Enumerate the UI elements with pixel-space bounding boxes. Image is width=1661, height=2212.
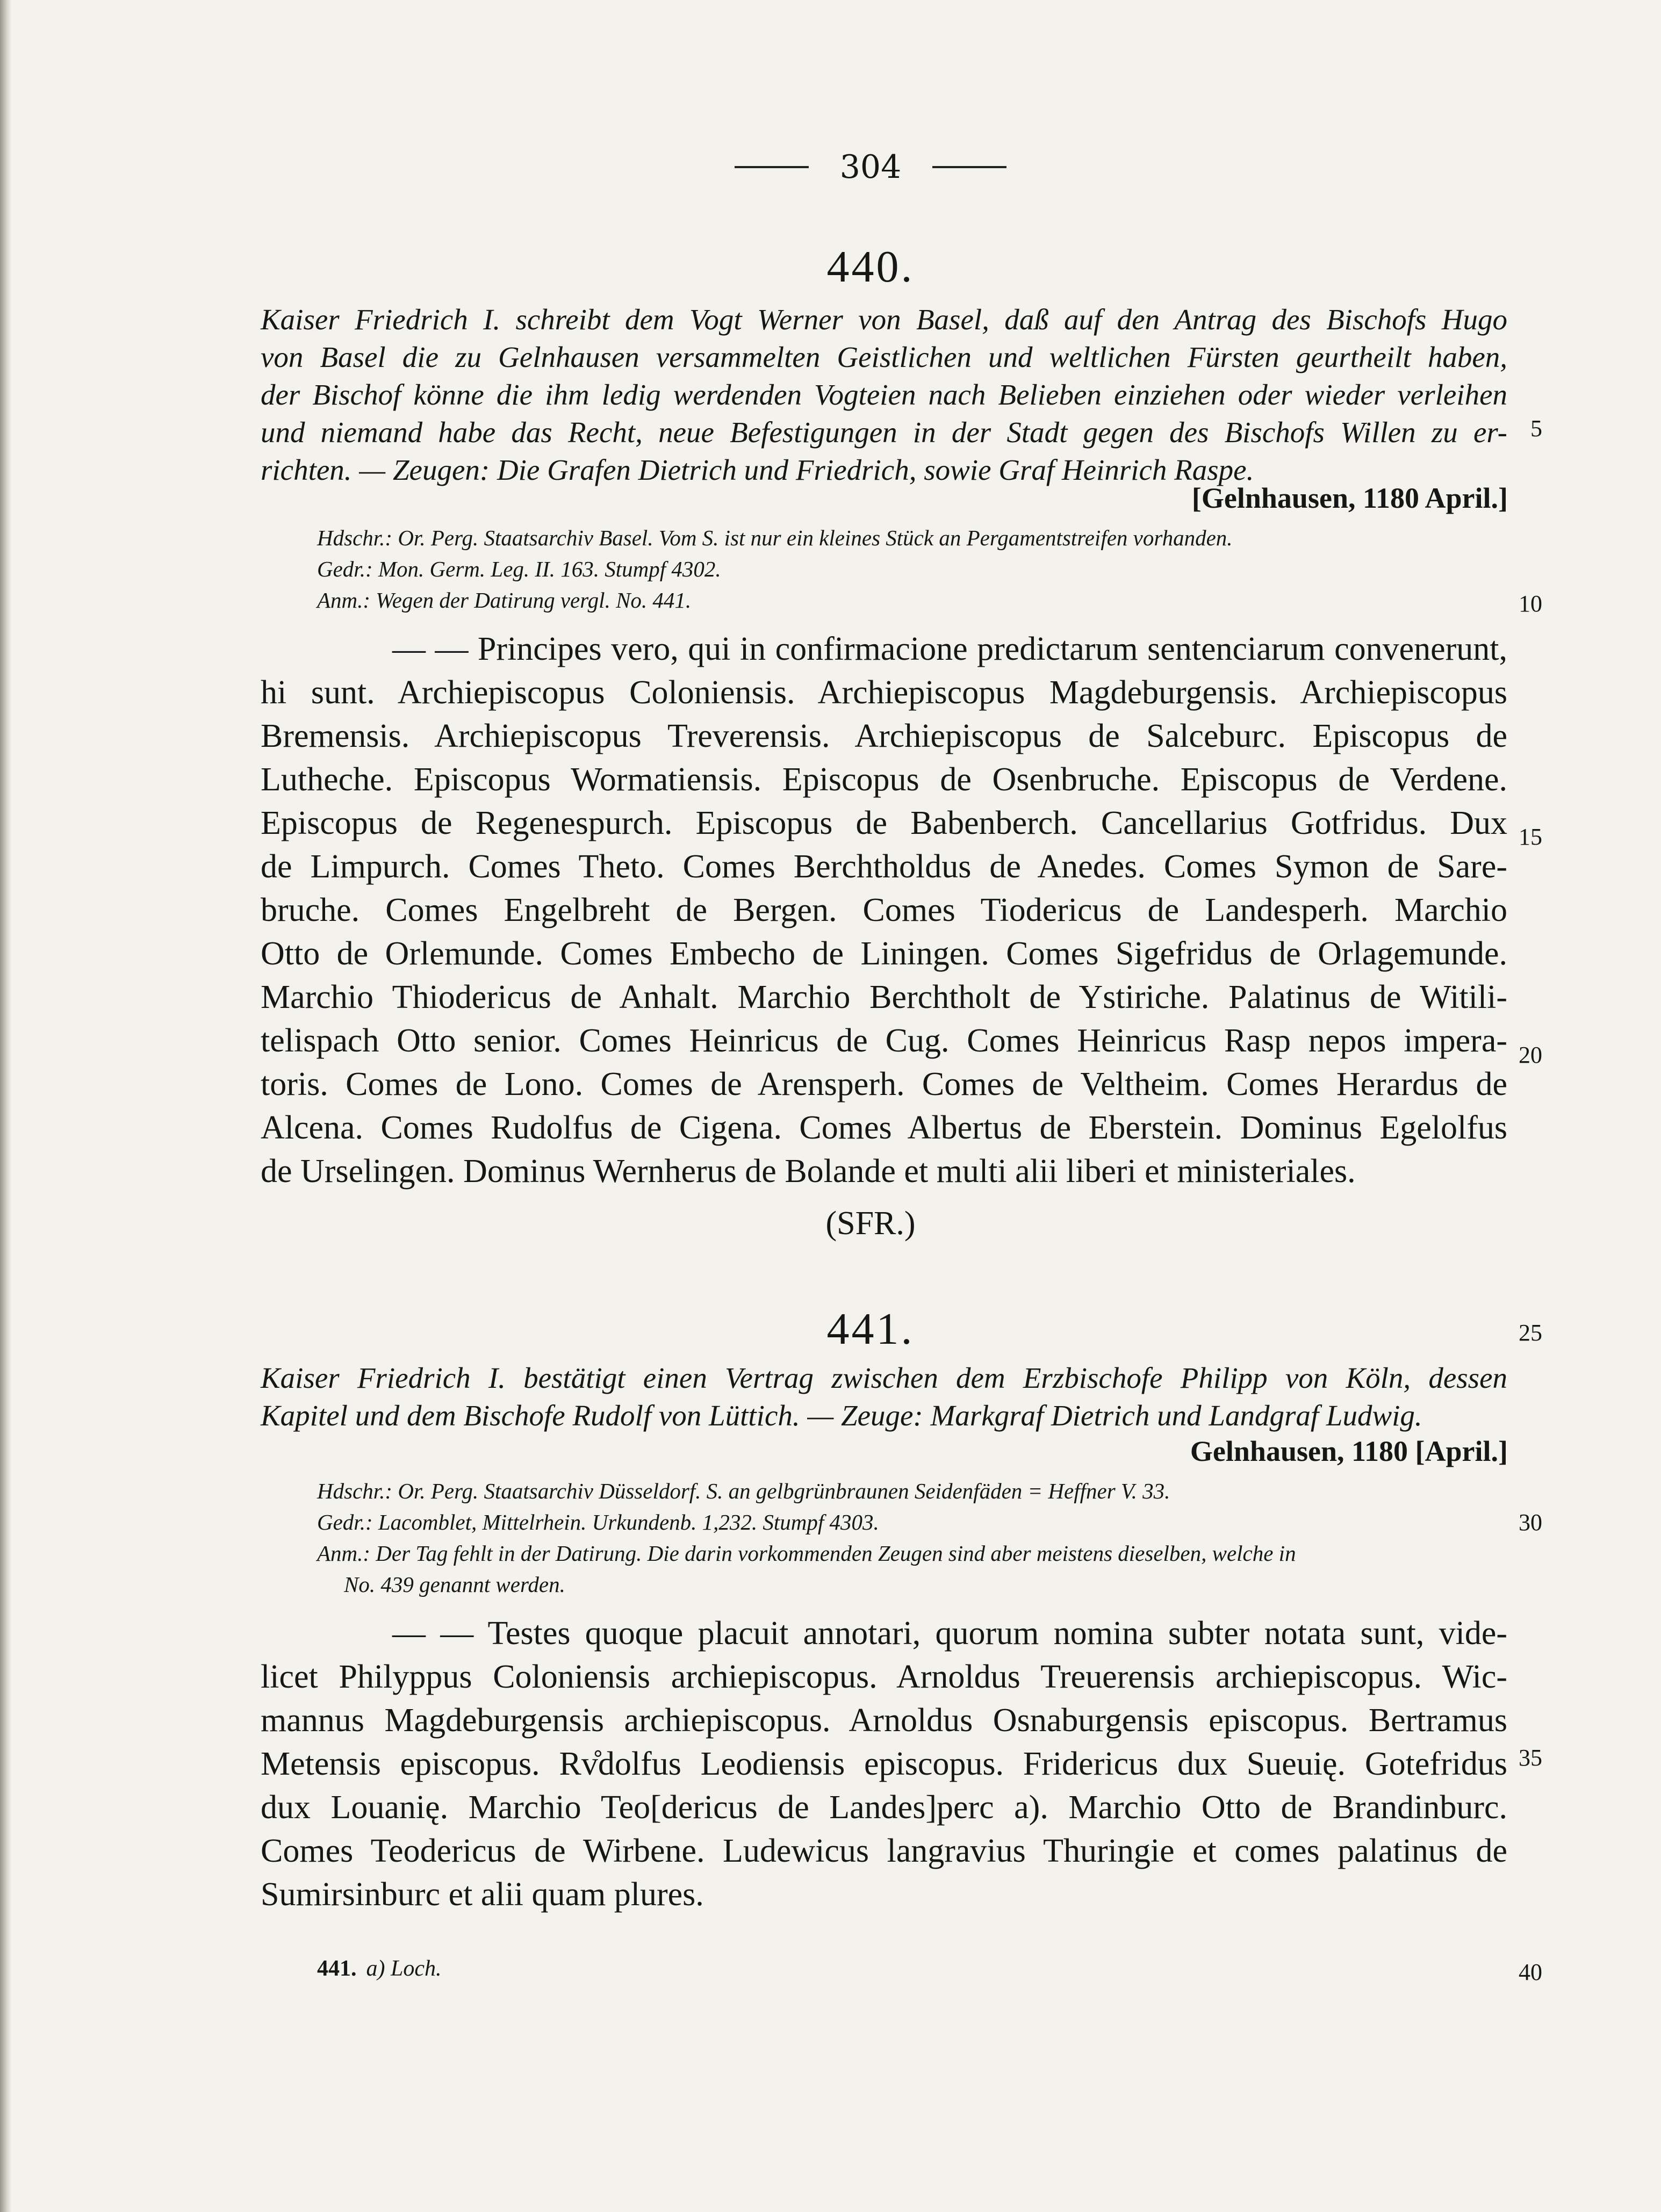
regest-line: und niemand habe das Recht, neue Befestigungen in der Stadt gegen des Bischofs Willen zu er- xyxy=(261,416,1507,449)
text-line: Metensis episcopus. Rv̊dolfus Leodiensis episcopus. Fridericus dux Sueuię. Gotefridus xyxy=(261,1746,1507,1782)
line-number: 5 xyxy=(1530,415,1542,442)
text-line: — — Testes quoque placuit annotari, quorum nomina subter notata sunt, vide- xyxy=(392,1615,1507,1652)
apparatus-line: Gedr.: Mon. Germ. Leg. II. 163. Stumpf 4302. xyxy=(317,557,721,581)
text-line: Marchio Thiodericus de Anhalt. Marchio Berchtholt de Ystiriche. Palatinus de Witili- xyxy=(261,979,1507,1015)
regest-line: der Bischof könne die ihm ledig werdenden Vogteien nach Belieben einziehen oder wieder verleihen xyxy=(261,378,1507,411)
date-441: Gelnhausen, 1180 [April.] xyxy=(1190,1435,1508,1467)
apparatus-line: Anm.: Wegen der Datirung vergl. No. 441. xyxy=(317,588,692,613)
apparatus-line: Hdschr.: Or. Perg. Staatsarchiv Basel. Vom S. ist nur ein kleines Stück an Pergamentstreifen vorhanden. xyxy=(317,525,1233,550)
footnote-label: 441. xyxy=(317,1956,357,1981)
text-line: Lutheche. Episcopus Wormatiensis. Episcopus de Osenbruche. Episcopus de Verdene. xyxy=(261,761,1507,798)
apparatus-line: Gedr.: Lacomblet, Mittelrhein. Urkundenb. 1,232. Stumpf 4303. xyxy=(317,1510,879,1534)
text-line: toris. Comes de Lono. Comes de Arensperh. Comes de Veltheim. Comes Herardus de xyxy=(261,1066,1507,1103)
text-line: licet Philyppus Coloniensis archiepiscopus. Arnoldus Treuerensis archiepiscopus. Wic- xyxy=(261,1659,1507,1695)
text-line: Comes Teodericus de Wirbene. Ludewicus langravius Thuringie et comes palatinus de xyxy=(261,1833,1507,1869)
line-number: 25 xyxy=(1519,1320,1542,1346)
regest-line: Kaiser Friedrich I. bestätigt einen Vertrag zwischen dem Erzbischofe Philipp von Köln, dessen xyxy=(261,1361,1507,1394)
regest-line: Kaiser Friedrich I. schreibt dem Vogt Werner von Basel, daß auf den Antrag des Bischofs Hugo xyxy=(261,303,1507,336)
text-line: de Urselingen. Dominus Wernherus de Bolande et multi alii liberi et ministeriales. xyxy=(261,1153,1356,1190)
text-line: telispach Otto senior. Comes Heinricus de Cug. Comes Heinricus Rasp nepos impera- xyxy=(261,1022,1507,1059)
apparatus-line: Hdschr.: Or. Perg. Staatsarchiv Düsseldorf. S. an gelbgrünbraunen Seidenfäden = Heffner V. 33. xyxy=(317,1479,1170,1503)
text-line: mannus Magdeburgensis archiepiscopus. Arnoldus Osnaburgensis episcopus. Bertramus xyxy=(261,1702,1507,1739)
running-head xyxy=(720,148,1021,186)
apparatus-441 xyxy=(317,1475,1515,1600)
regest-line: Kapitel und dem Bischofe Rudolf von Lüttich. — Zeuge: Markgraf Dietrich und Landgraf Ludwig. xyxy=(261,1399,1422,1432)
line-number: 10 xyxy=(1519,590,1542,617)
apparatus-440 xyxy=(317,522,1515,616)
regest-441 xyxy=(261,1359,1507,1435)
document-number-440: 440. xyxy=(826,242,915,292)
text-line: Episcopus de Regenespurch. Episcopus de Babenberch. Cancellarius Gotfridus. Dux xyxy=(261,805,1507,841)
text-line: dux Louanię. Marchio Teo[dericus de Landes]perc a). Marchio Otto de Brandinburc. xyxy=(261,1789,1507,1826)
text-line: bruche. Comes Engelbreht de Bergen. Comes Tiodericus de Landesperh. Marchio xyxy=(261,892,1507,928)
apparatus-line: No. 439 genannt werden. xyxy=(344,1572,565,1597)
text-line: hi sunt. Archiepiscopus Coloniensis. Archiepiscopus Magdeburgensis. Archiepiscopus xyxy=(261,674,1507,711)
text-line: — — Principes vero, qui in confirmacione predictarum sentenciarum convenerunt, xyxy=(392,631,1507,667)
line-number: 20 xyxy=(1519,1042,1542,1068)
page-number: 304 xyxy=(839,148,902,186)
line-number: 40 xyxy=(1519,1959,1542,1985)
text-line: de Limpurch. Comes Theto. Comes Berchtholdus de Anedes. Comes Symon de Sare- xyxy=(261,848,1507,885)
line-number: 30 xyxy=(1519,1509,1542,1536)
regest-line: richten. — Zeugen: Die Grafen Dietrich und Friedrich, sowie Graf Heinrich Raspe. xyxy=(261,453,1254,486)
rule-right xyxy=(932,166,1006,168)
text-441 xyxy=(261,1612,1507,1916)
text-line: Alcena. Comes Rudolfus de Cigena. Comes Albertus de Eberstein. Dominus Egelolfus xyxy=(261,1109,1507,1146)
apparatus-line: Anm.: Der Tag fehlt in der Datirung. Die darin vorkommenden Zeugen sind aber meistens dieselben, welche in xyxy=(317,1541,1296,1566)
text-line: Sumirsinburc et alii quam plures. xyxy=(261,1876,704,1913)
rule-left xyxy=(735,166,809,168)
signature-440: (SFR.) xyxy=(825,1205,916,1242)
regest-440 xyxy=(261,301,1507,489)
date-440: [Gelnhausen, 1180 April.] xyxy=(1191,482,1508,514)
line-number: 15 xyxy=(1519,824,1542,850)
footnote xyxy=(317,1956,442,1982)
text-line: Bremensis. Archiepiscopus Treverensis. Archiepiscopus de Salceburc. Episcopus de xyxy=(261,718,1507,754)
text-440 xyxy=(261,628,1507,1193)
text-line: Otto de Orlemunde. Comes Embecho de Liningen. Comes Sigefridus de Orlagemunde. xyxy=(261,935,1507,972)
regest-line: von Basel die zu Gelnhausen versammelten Geistlichen und weltlichen Fürsten geurtheilt haben, xyxy=(261,341,1507,373)
line-number: 35 xyxy=(1519,1745,1542,1771)
footnote-text: a) Loch. xyxy=(366,1956,442,1981)
document-number-441: 441. xyxy=(826,1304,915,1354)
